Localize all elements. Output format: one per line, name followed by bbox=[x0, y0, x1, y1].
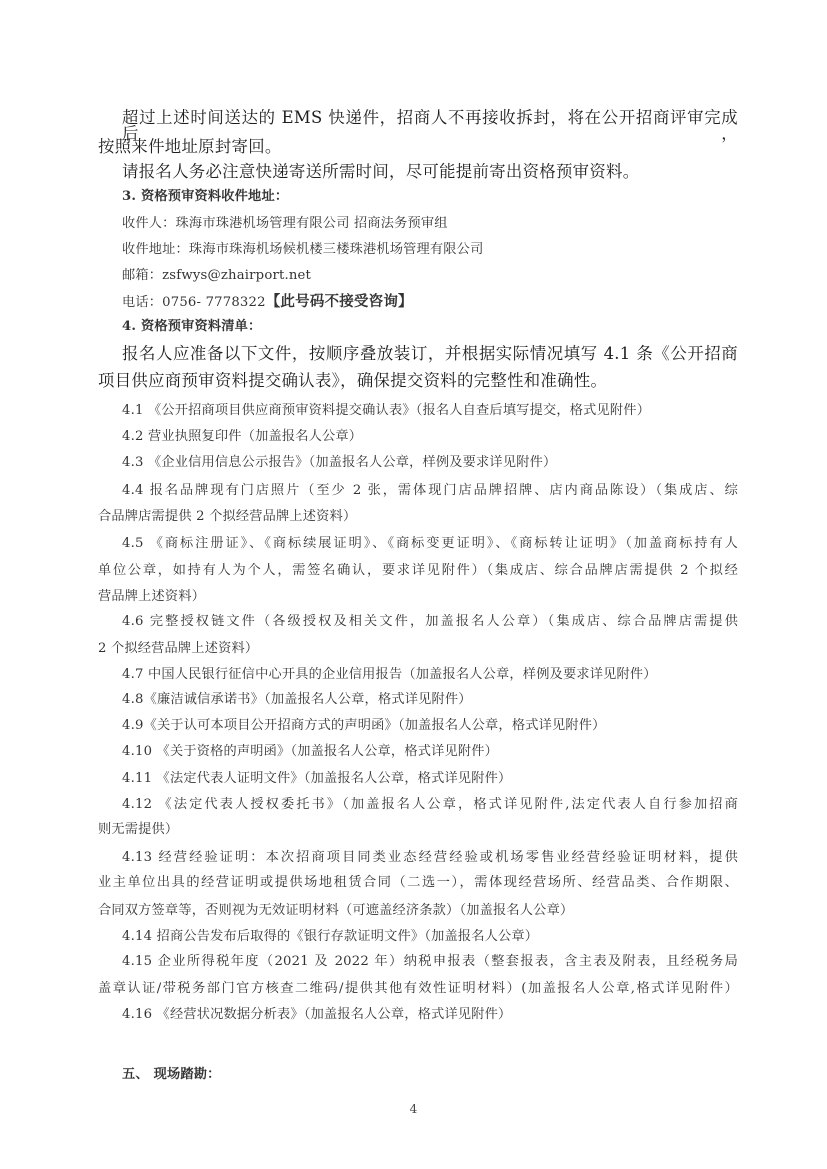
phone-number: 电话：0756- 7778322 bbox=[122, 295, 266, 310]
list-item: 4.5 《商标注册证》、《商标续展证明》、《商标变更证明》、《商标转让证明》（加盖商标持有人 bbox=[122, 536, 738, 551]
list-item: 4.6 完整授权链文件（各级授权及相关文件，加盖报名人公章）（集成店、综合品牌店需提供 bbox=[122, 614, 738, 629]
list-item: 4.2 营业执照复印件（加盖报名人公章） bbox=[122, 429, 363, 444]
list-item-continued: 合品牌店需提供 2 个拟经营品牌上述资料） bbox=[98, 509, 357, 524]
list-item: 4.14 招商公告发布后取得的《银行存款证明文件》（加盖报名人公章） bbox=[122, 929, 539, 944]
list-item: 4.16 《经营状况数据分析表》（加盖报名人公章，格式详见附件） bbox=[122, 1007, 512, 1022]
paragraph-line: 超过上述时间送达的 EMS 快递件，招商人不再接收拆封，将在公开招商评审完成后， bbox=[122, 108, 738, 144]
list-item-continued: 单位公章，如持有人为个人，需签名确认，要求详见附件）（集成店、综合品牌店需提供 2 个拟经 bbox=[98, 563, 738, 578]
phone-line bbox=[122, 295, 738, 310]
section-heading-4: 4. 资格预审资料清单： bbox=[122, 319, 262, 334]
list-item-continued: 营品牌上述资料） bbox=[98, 589, 206, 604]
list-item: 4.10 《关于资格的声明函》（加盖报名人公章，格式详见附件） bbox=[122, 744, 499, 759]
address-line: 收件地址：珠海市珠海机场候机楼三楼珠港机场管理有限公司 bbox=[122, 242, 484, 257]
list-item: 4.8《廉洁诚信承诺书》（加盖报名人公章，格式详见附件） bbox=[122, 692, 472, 707]
paragraph: 请报名人务必注意快递寄送所需时间，尽可能提前寄出资格预审资料。 bbox=[122, 162, 640, 181]
paragraph-line: 按照来件地址原封寄回。 bbox=[98, 137, 282, 156]
list-item: 4.3 《企业信用信息公示报告》（加盖报名人公章，样例及要求详见附件） bbox=[122, 455, 557, 470]
paragraph-line: 项目供应商预审资料提交确认表》，确保提交资料的完整性和准确性。 bbox=[98, 371, 608, 390]
list-item: 4.4 报名品牌现有门店照片（至少 2 张，需体现门店品牌招牌、店内商品陈设）（集成店、综 bbox=[122, 483, 738, 498]
email-line: 邮箱：zsfwys@zhairport.net bbox=[122, 268, 312, 283]
list-item: 4.7 中国人民银行征信中心开具的企业信用报告（加盖报名人公章，样例及要求详见附件） bbox=[122, 667, 657, 682]
page-number: 4 bbox=[409, 1102, 418, 1116]
recipient-line: 收件人：珠海市珠港机场管理有限公司 招商法务预审组 bbox=[122, 216, 448, 231]
list-item: 4.1 《公开招商项目供应商预审资料提交确认表》（报名人自查后填写提交，格式见附件） bbox=[122, 403, 651, 418]
list-item-continued: 业主单位出具的经营证明或提供场地租赁合同（二选一），需体现经营场所、经营品类、合作期限、 bbox=[98, 875, 738, 890]
list-item-continued: 盖章认证/带税务部门官方核查二维码/提供其他有效性证明材料）(加盖报名人公章,格式详见附件） bbox=[98, 981, 738, 996]
paragraph-line: 报名人应准备以下文件，按顺序叠放装订，并根据实际情况填写 4.1 条《公开招商 bbox=[122, 344, 738, 363]
list-item: 4.9《关于认可本项目公开招商方式的声明函》（加盖报名人公章，格式详见附件） bbox=[122, 718, 606, 733]
section-heading-5: 五、 现场踏勘： bbox=[122, 1067, 221, 1082]
list-item: 4.12 《法定代表人授权委托书》（加盖报名人公章，格式详见附件,法定代表人自行参加招商 bbox=[122, 797, 738, 812]
section-heading-3: 3. 资格预审资料收件地址： bbox=[122, 189, 289, 204]
list-item: 4.15 企业所得税年度（2021 及 2022 年）纳税申报表（整套报表，含主表及附表，且经税务局 bbox=[122, 954, 738, 969]
phone-note: 【此号码不接受咨询】 bbox=[265, 293, 413, 310]
list-item: 4.11 《法定代表人证明文件》（加盖报名人公章，格式详见附件） bbox=[122, 771, 512, 786]
list-item-continued: 2 个拟经营品牌上述资料） bbox=[98, 641, 259, 656]
list-item-continued: 合同双方签章等，否则视为无效证明材料（可遮盖经济条款）（加盖报名人公章） bbox=[98, 903, 574, 918]
list-item-continued: 则无需提供） bbox=[98, 822, 179, 837]
list-item: 4.13 经营经验证明：本次招商项目同类业态经营经验或机场零售业经营经验证明材料，提供 bbox=[122, 850, 738, 865]
